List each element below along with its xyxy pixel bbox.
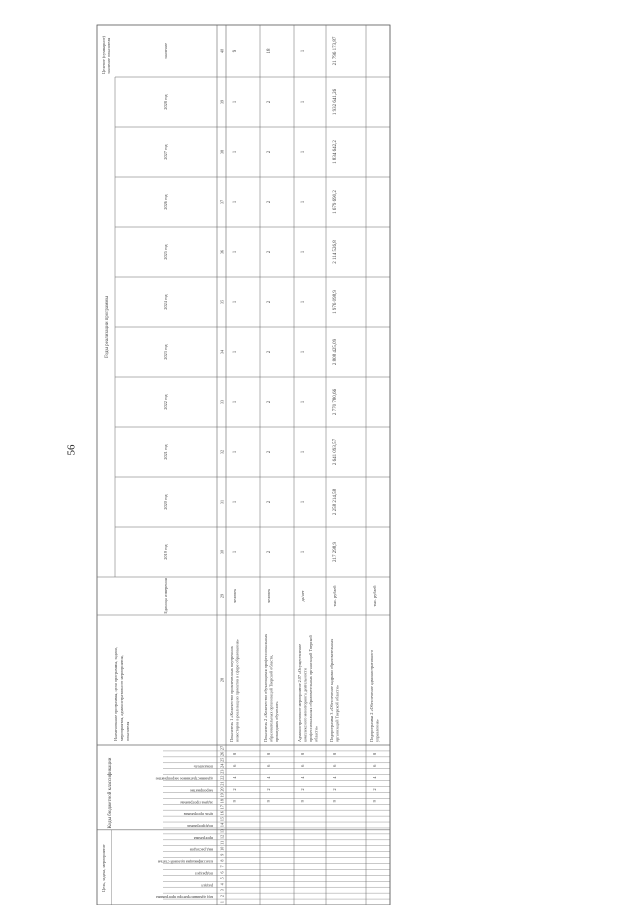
row-year-value: 1: [301, 150, 306, 154]
row-year-value: 1: [233, 200, 238, 204]
row-code-digit: 6: [332, 764, 337, 767]
column-number: 11: [219, 840, 225, 845]
row-code-digit: 9: [300, 800, 305, 803]
row-code-digit: 8: [372, 752, 377, 755]
column-number: 33: [219, 399, 225, 405]
row-year-value: 2: [267, 450, 272, 454]
row-description: профессиональных образовательных организаций Тверской: [308, 635, 313, 742]
row-description: инвесторов в реализацию проектов в сфере образования»: [234, 639, 240, 742]
row-year-value: 1: [301, 200, 306, 204]
column-number: 40: [219, 48, 225, 54]
row-code-digit: 8: [300, 752, 305, 755]
row-year-value: 1: [301, 500, 306, 504]
header-goal-description: показателя: [125, 721, 130, 741]
row-year-value: 1: [301, 350, 306, 354]
row-description: образовательных организаций Тверской области,: [268, 654, 274, 742]
column-number: 27: [219, 745, 225, 751]
row-description: Показатель 2 «Количество обучающихся профессиональных: [263, 633, 268, 742]
column-number: 21: [219, 781, 225, 786]
column-number: 14: [219, 822, 225, 828]
row-year-value: 1: [233, 500, 238, 504]
row-final-value: 21 796 173,87: [333, 36, 338, 66]
year-header: 2023 год: [163, 344, 168, 360]
row-year-value: 2: [267, 500, 272, 504]
row-code-digit: 4: [266, 776, 271, 779]
column-number: 9: [219, 853, 225, 856]
row-code-digit: 6: [372, 764, 377, 767]
row-year-value: 2: [267, 550, 272, 554]
row-code-digit: 6: [232, 764, 237, 767]
header-final: Целевое (суммарное): [101, 36, 106, 74]
row-year-value: 2 258 214,58: [333, 488, 338, 516]
row-year-value: 1 834 642,2: [333, 140, 338, 164]
column-number: 26: [219, 751, 225, 756]
column-number: 18: [219, 799, 225, 804]
column-number: 10: [219, 846, 225, 851]
column-number: 8: [219, 859, 225, 862]
year-header: 2021 год: [163, 444, 168, 460]
column-number: 20: [219, 787, 225, 792]
row-final-value: 18: [267, 48, 272, 54]
row-year-value: 1 679 690,2: [333, 190, 338, 214]
row-final-value: 9: [233, 49, 238, 53]
row-year-value: 1 932 641,26: [333, 88, 338, 116]
page-number: 56: [65, 444, 78, 456]
row-description: прошедших обучение»: [274, 701, 279, 742]
column-number: 30: [219, 549, 225, 555]
row-code-digit: 9: [232, 800, 237, 803]
column-number: 29: [219, 593, 225, 599]
row-unit: тыс. рублей: [372, 585, 377, 607]
row-description: комплексного мониторинга деятельности: [302, 668, 308, 742]
header-goal-description: Наименование программы, цели программы, задачи,: [113, 647, 118, 741]
row-code-digit: 4: [372, 776, 377, 779]
row-code-digit: 9: [332, 800, 337, 803]
code-column-header: цель программы: [183, 812, 213, 818]
column-number: 5: [219, 877, 225, 880]
column-number: 32: [219, 449, 225, 455]
header-program: Цель, задача, мероприятие: [101, 844, 106, 892]
row-year-value: 2: [267, 350, 272, 354]
column-number: 36: [219, 249, 225, 255]
row-year-value: 1: [233, 450, 238, 454]
column-number: 38: [219, 149, 225, 155]
row-year-value: 2 808 425,09: [333, 338, 338, 366]
row-year-value: 2: [267, 100, 272, 104]
column-number: 37: [219, 199, 225, 205]
column-number: 2: [219, 895, 225, 898]
code-column-header: программа: [193, 835, 213, 841]
row-year-value: 1: [233, 550, 238, 554]
header-unit: Единица измерения: [163, 578, 168, 614]
row-code-digit: 2: [372, 788, 377, 791]
year-header: 2019 год: [163, 544, 168, 560]
code-column-header: показатель: [193, 764, 213, 770]
column-number: 23: [219, 769, 225, 774]
row-year-value: 1: [301, 450, 306, 454]
header-codes: Коды бюджетной классификации: [108, 757, 113, 829]
year-header: 2022 год: [163, 394, 168, 410]
row-year-value: 1: [233, 350, 238, 354]
header-final-sub: значение: [163, 43, 168, 59]
row-year-value: 217 298,9: [333, 542, 338, 562]
row-year-value: 1: [301, 400, 306, 404]
row-code-digit: 8: [232, 752, 237, 755]
row-year-value: 2: [267, 150, 272, 154]
row-code-digit: 8: [266, 752, 271, 755]
row-code-digit: 2: [300, 788, 305, 791]
code-column-header: подраздел: [195, 871, 213, 877]
year-header: 2026 год: [163, 194, 168, 210]
row-description: управления»: [374, 719, 380, 742]
table-outer-border: [97, 25, 390, 905]
row-code-digit: 8: [332, 752, 337, 755]
row-unit: человек: [266, 589, 271, 603]
row-year-value: 1: [233, 150, 238, 154]
row-year-value: 1 976 098,9: [333, 290, 338, 314]
row-code-digit: 9: [372, 800, 377, 803]
code-column-header: подпрограмма: [187, 824, 213, 829]
code-column-header: раздел: [201, 883, 213, 889]
column-number: 39: [219, 99, 225, 105]
row-description: Показатель 1 «Количество привлеченных внутренних: [229, 646, 234, 742]
year-header: 2024 год: [163, 294, 168, 310]
column-number: 35: [219, 299, 225, 305]
column-number: 19: [219, 793, 225, 798]
row-description: Подпрограмма 2 «Обеспечение административного: [369, 650, 374, 742]
row-year-value: 1: [233, 250, 238, 254]
row-code-digit: 4: [300, 776, 305, 779]
column-number: 31: [219, 499, 225, 505]
row-code-digit: 4: [232, 776, 237, 779]
header-final: значение показателя: [106, 37, 111, 74]
year-header: 2027 год: [163, 144, 168, 160]
row-code-digit: 6: [266, 764, 271, 767]
row-year-value: 1: [301, 100, 306, 104]
row-year-value: 1: [301, 300, 306, 304]
year-header: 2020 год: [163, 494, 168, 510]
column-number: 24: [219, 763, 225, 768]
row-unit: да/нет: [300, 590, 305, 602]
row-description: области»: [313, 725, 319, 742]
column-number: 13: [219, 828, 225, 834]
column-number: 4: [219, 883, 225, 886]
year-header: 2025 год: [163, 244, 168, 260]
header-goal-description: мероприятия, административного мероприятия,: [119, 655, 124, 741]
column-number: 3: [219, 889, 225, 892]
row-year-value: 2 770 780,66: [333, 388, 338, 416]
column-number: 6: [219, 871, 225, 874]
code-column-header: мероприятие: [189, 788, 213, 794]
year-header: 2028 год: [163, 94, 168, 110]
column-number: 22: [219, 775, 225, 780]
row-description: Административное мероприятие 2.07 «Осуществление: [297, 643, 302, 742]
row-unit: тыс. рублей: [332, 585, 337, 607]
row-year-value: 2: [267, 200, 272, 204]
code-column-header: вид расходов: [189, 847, 213, 853]
row-code-digit: 2: [332, 788, 337, 791]
row-year-value: 2: [267, 400, 272, 404]
column-number: 25: [219, 757, 225, 762]
row-description: организаций Тверской области»: [334, 685, 340, 742]
row-year-value: 1: [233, 100, 238, 104]
column-number: 17: [219, 805, 225, 810]
code-column-header: административное мероприятие: [155, 776, 213, 782]
column-number: 1: [219, 900, 225, 904]
row-year-value: 1: [301, 250, 306, 254]
row-code-digit: 2: [266, 788, 271, 791]
row-year-value: 2: [267, 250, 272, 254]
row-code-digit: 9: [266, 800, 271, 803]
row-code-digit: 6: [300, 764, 305, 767]
code-column-header: код администратора программы: [156, 895, 213, 901]
row-final-value: 1: [301, 49, 306, 53]
row-year-value: 1: [301, 550, 306, 554]
column-number: 34: [219, 349, 225, 355]
row-code-digit: 4: [332, 776, 337, 779]
column-number: 7: [219, 865, 225, 868]
header-years: Годы реализации программы: [105, 296, 110, 358]
row-code-digit: 2: [232, 788, 237, 791]
code-column-header: задача программы: [180, 800, 213, 806]
column-number: 28: [219, 677, 225, 683]
column-number: 15: [219, 816, 225, 822]
column-number: 12: [219, 834, 225, 839]
row-year-value: 2 641 093,57: [333, 438, 338, 466]
row-year-value: 2: [267, 300, 272, 304]
code-column-header: классификация целевой статьи: [157, 859, 213, 865]
row-year-value: 2 114 526,8: [333, 240, 338, 264]
table-header: [101, 35, 225, 903]
table-body: [229, 36, 380, 802]
column-number: 16: [219, 811, 225, 816]
row-year-value: 1: [233, 400, 238, 404]
table-grid: [97, 25, 390, 905]
row-unit: человек: [232, 589, 237, 603]
row-description: Подпрограмма 3 «Обеспечение кадрами образовательных: [329, 638, 334, 742]
row-year-value: 1: [233, 300, 238, 304]
budget-table: [97, 25, 390, 905]
